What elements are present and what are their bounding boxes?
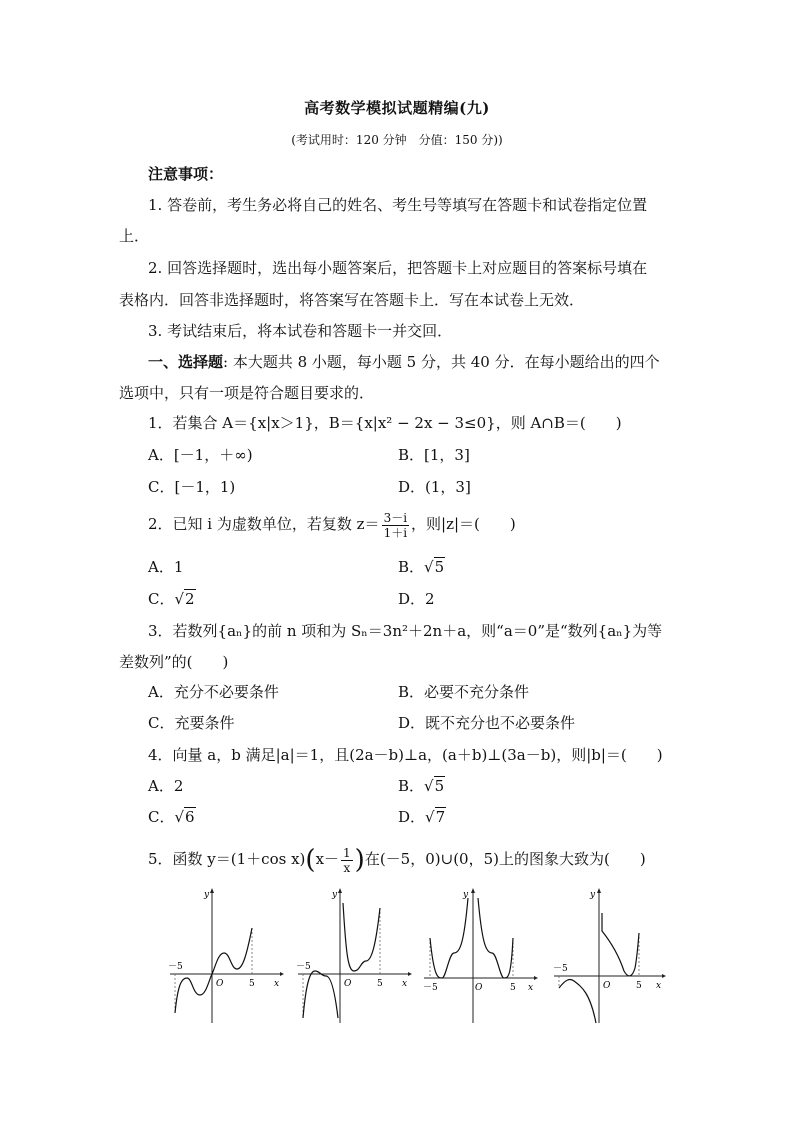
y-label: y (590, 890, 596, 900)
y-axis-arrow (471, 888, 475, 893)
pos5-label: 5 (249, 979, 255, 989)
origin-label: O (475, 983, 483, 993)
q2-option-b-label: B． (398, 558, 425, 576)
y-axis-arrow (338, 888, 342, 893)
exam-info: (考试用时：120 分钟 分值：150 分)) (291, 133, 503, 147)
x-label: x (274, 979, 280, 989)
q2-option-d: D．2 (398, 590, 435, 608)
curve (175, 928, 252, 1013)
pos5-label: 5 (377, 979, 383, 989)
page-title: 高考数学模拟试题精编(九) (304, 99, 490, 117)
q1-option-b: B．[1，3] (398, 446, 470, 464)
notice-heading: 注意事项： (148, 165, 224, 183)
q5-frac-num: 1 (343, 845, 351, 860)
notice-2-cont: 表格内．回答非选择题时，将答案写在答题卡上．写在本试卷上无效． (119, 291, 585, 309)
q4-option-c-label: C． (148, 808, 175, 826)
q2-stem-pre: 2．已知 i 为虚数单位，若复数 z＝ (148, 515, 380, 533)
x-axis-arrow (280, 972, 284, 976)
q4-option-b-radicand: 5 (434, 777, 445, 795)
q5-fraction (341, 846, 353, 875)
notice-3: 3. 考试结束后，将本试卷和答题卡一并交回． (148, 322, 453, 340)
q2-option-c-radicand: 2 (185, 590, 195, 608)
origin-label: O (603, 981, 611, 991)
section1-desc-cont: 选项中，只有一项是符合题目要求的． (119, 384, 375, 402)
y-label: y (332, 890, 338, 900)
curve-left (303, 971, 338, 1018)
y-label: y (463, 890, 469, 900)
graph-option-c (416, 883, 546, 1028)
q5-x-minus: x－ (315, 850, 340, 868)
q2-option-b (398, 557, 445, 577)
q2-option-b-radicand: 5 (434, 558, 445, 576)
q5-paren-close: ) (354, 845, 365, 875)
graph-b-svg (288, 883, 418, 1028)
q3-option-a: A．充分不必要条件 (148, 683, 279, 701)
q2-stem (148, 508, 516, 540)
q2-option-c (148, 589, 196, 609)
neg5-label: －5 (296, 962, 311, 972)
q1-option-c: C．[－1，1) (148, 478, 236, 496)
notice-1: 1. 答卷前，考生务必将自己的姓名、考生号等填写在答题卡和试卷指定位置 (148, 196, 648, 214)
sqrt-symbol: √7 (425, 808, 446, 826)
q5-paren-open: ( (305, 845, 316, 875)
q4-option-c-radicand: 6 (185, 808, 195, 826)
x-axis-arrow (662, 974, 666, 978)
q2-frac-num: 3－i (383, 510, 408, 525)
q2-fraction (382, 511, 409, 540)
y-axis-arrow (597, 888, 601, 893)
q5-stem-pre: 5．函数 y＝(1＋cos x) (148, 850, 306, 868)
q4-stem: 4．向量 a，b 满足|a|＝1，且(2a－b)⊥a，(a＋b)⊥(3a－b)，则|b|＝( ) (148, 746, 663, 764)
x-axis-arrow (534, 976, 538, 980)
sqrt-symbol: √5 (424, 777, 445, 795)
graph-d-svg (544, 883, 674, 1028)
q1-stem: 1．若集合 A＝{x|x＞1}，B＝{x|x² − 2x − 3≤0}，则 A∩B＝( ) (148, 414, 622, 432)
q1-option-a: A．[－1，＋∞) (148, 446, 253, 464)
x-axis-arrow (408, 972, 412, 976)
q4-option-d (398, 807, 446, 827)
q2-frac-den: 1＋i (383, 525, 408, 540)
curve-right (343, 903, 380, 971)
graph-option-a (160, 883, 290, 1028)
y-axis-arrow (210, 888, 214, 893)
neg5-label: －5 (168, 962, 183, 972)
x-label: x (656, 981, 662, 991)
graph-option-b (288, 883, 418, 1028)
curve-right (602, 913, 639, 976)
curve-left (559, 979, 596, 1023)
y-label: y (204, 890, 210, 900)
graph-a-svg (160, 883, 290, 1028)
q3-stem-line1: 3．若数列{aₙ}的前 n 项和为 Sₙ＝3n²＋2n＋a，则“a＝0”是“数列{aₙ}为等 (148, 622, 663, 640)
x-label: x (528, 983, 534, 993)
neg5-label: －5 (423, 983, 438, 993)
section1-header (148, 352, 660, 372)
q4-option-c (148, 807, 196, 827)
pos5-label: 5 (510, 983, 516, 993)
sqrt-symbol: √5 (424, 558, 445, 576)
notice-2: 2. 回答选择题时，选出每小题答案后，把答题卡上对应题目的答案标号填在 (148, 259, 648, 277)
q4-option-a: A．2 (148, 777, 184, 795)
neg5-label: －5 (553, 964, 568, 974)
q4-option-d-label: D． (398, 808, 426, 826)
q2-option-c-label: C． (148, 590, 175, 608)
q3-option-c: C．充要条件 (148, 714, 235, 732)
q5-frac-den: x (343, 860, 351, 875)
q2-option-a: A．1 (148, 558, 184, 576)
q4-option-b (398, 776, 445, 796)
q1-option-d: D．(1，3] (398, 478, 471, 496)
q5-stem-post: 在(－5，0)∪(0，5)上的图象大致为( ) (364, 850, 646, 868)
q5-stem (148, 842, 646, 877)
graph-option-d (544, 883, 674, 1028)
notice-1-cont: 上． (119, 227, 150, 245)
section1-desc: : 本大题共 8 小题，每小题 5 分，共 40 分．在每小题给出的四个 (223, 353, 660, 371)
origin-label: O (344, 979, 352, 989)
curve-right (478, 898, 513, 978)
graph-c-svg (416, 883, 546, 1028)
x-label: x (402, 979, 408, 989)
q4-option-d-radicand: 7 (435, 808, 446, 826)
pos5-label: 5 (636, 981, 642, 991)
q3-option-b: B．必要不充分条件 (398, 683, 530, 701)
origin-label: O (216, 979, 224, 989)
q2-stem-post: ，则|z|＝( ) (411, 515, 516, 533)
q4-option-b-label: B． (398, 777, 425, 795)
section1-label: 一、选择题 (148, 353, 224, 371)
sqrt-symbol: √6 (174, 808, 195, 826)
q3-option-d: D．既不充分也不必要条件 (398, 714, 576, 732)
q3-stem-line2: 差数列”的( ) (119, 653, 229, 671)
sqrt-symbol: √2 (174, 590, 195, 608)
curve-left (430, 898, 468, 978)
